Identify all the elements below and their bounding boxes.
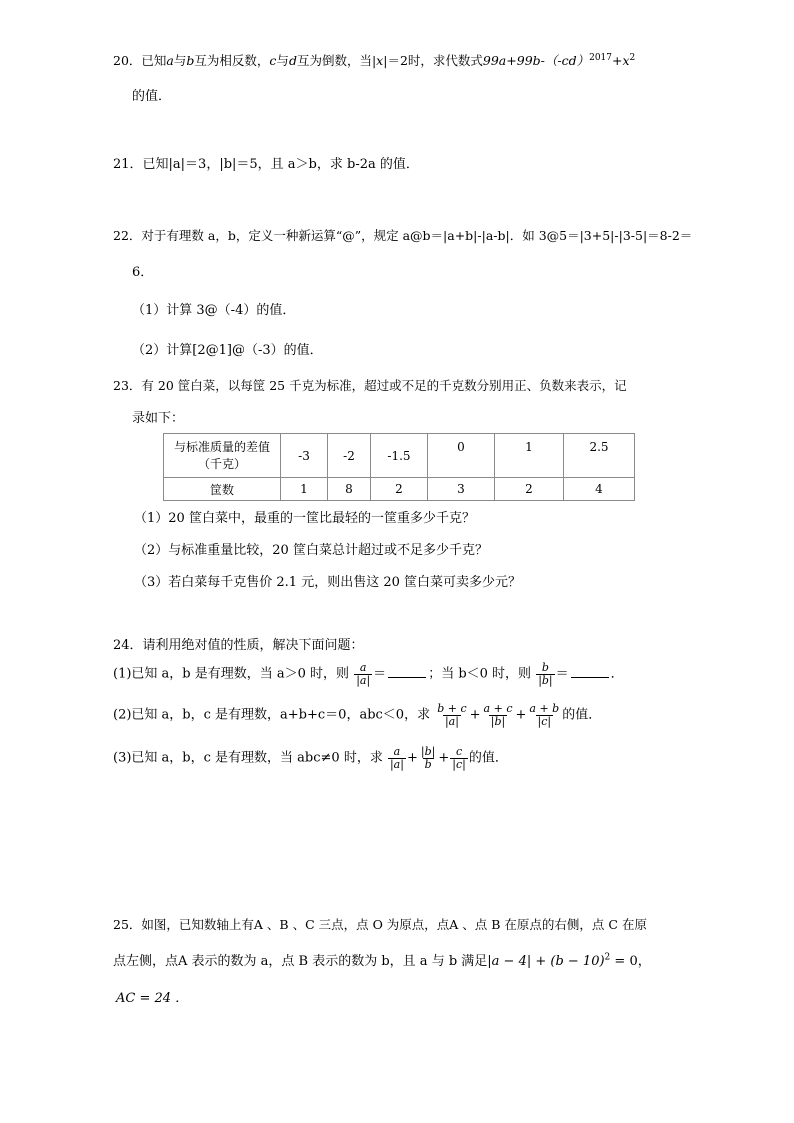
question-23-sub3: （3）若白菜每千克售价 2.1 元，则出售这 20 筐白菜可卖多少元？ xyxy=(134,575,522,590)
answer-blank[interactable] xyxy=(571,665,609,678)
table-cell: -2 xyxy=(328,434,371,478)
question-25-line1: 25．如图，已知数轴上有A 、B 、C 三点，点 O 为原点，点A 、点 B 在原点的右侧，点 C 在原 xyxy=(113,917,647,932)
answer-blank[interactable] xyxy=(388,665,426,678)
fraction-bc-over-abs-a: $\frac{b + c}{|a|}$ xyxy=(437,702,467,728)
question-24-part3: (3)已知 a，b，c 是有理数，当 abc≠0 时，求 $\frac{a}{|a|}$ + $\frac{|b|}{b}$ + $\frac{c}{|c|}$ 的值． xyxy=(113,745,508,771)
fraction-ab-over-abs-c: $\frac{a + b}{|c|}$ xyxy=(529,702,560,728)
question-22-sub1: （1）计算 3@（-4）的值． xyxy=(132,303,296,318)
table-cell: 1 xyxy=(495,434,564,478)
question-24-intro: 24．请利用绝对值的性质，解决下面问题： xyxy=(113,638,364,653)
table-cell: 4 xyxy=(564,478,635,501)
question-23-line2: 录如下： xyxy=(132,411,185,426)
fraction-a-over-abs-a: $\frac{a}{|a|}$ xyxy=(389,745,404,771)
question-21: 21．已知|a|＝3，|b|＝5，且 a＞b，求 b-2a 的值． xyxy=(113,157,419,172)
table-cell: 1 xyxy=(281,478,328,501)
question-23-sub1: （1）20 筐白菜中，最重的一筐比最轻的一筐重多少千克？ xyxy=(134,511,475,526)
table-cell: -1.5 xyxy=(371,434,428,478)
fraction-a-over-abs-a: $\frac{a}{|a|}$ xyxy=(356,661,371,687)
table-row-header: 与标准质量的差值 （千克） xyxy=(164,434,281,478)
table-cell: 8 xyxy=(328,478,371,501)
table-cell: 0 xyxy=(428,434,495,478)
question-24-part2: (2)已知 a，b，c 是有理数，a+b+c＝0，abc＜0，求 $\frac{b + c}{|a|}$ + $\frac{a + c}{|b|}$ + $\frac{a + b}{|c|}$ 的值． xyxy=(113,702,602,728)
question-24-part1: (1)已知 a，b 是有理数，当 a＞0 时，则 $\frac{a}{|a|}$ ＝ ；当 b＜0 时，则 $\frac{b}{|b|}$ ＝ ． xyxy=(113,661,624,687)
fraction-abs-b-over-b: $\frac{|b|}{b}$ xyxy=(420,745,436,771)
weight-diff-table xyxy=(163,433,635,501)
fraction-ac-over-abs-b: $\frac{a + c}{|b|}$ xyxy=(483,702,513,728)
question-22-line1: 22．对于有理数 a，b，定义一种新运算“@”，规定 a@b＝|a+b|-|a-b|．如 3@5＝|3+5|-|3-5|＝8-2＝ xyxy=(113,228,693,243)
question-22-line2: 6． xyxy=(132,265,154,280)
table-cell: 2.5 xyxy=(564,434,635,478)
table-cell: -3 xyxy=(281,434,328,478)
table-row xyxy=(164,434,635,478)
table-cell: 2 xyxy=(495,478,564,501)
fraction-c-over-abs-c: $\frac{c}{|c|}$ xyxy=(452,745,466,771)
table-cell: 2 xyxy=(371,478,428,501)
fraction-b-over-abs-b: $\frac{b}{|b|}$ xyxy=(538,661,553,687)
question-25-line3: AC = 24 ． xyxy=(116,991,189,1006)
question-22-sub2: （2）计算[2@1]@（-3）的值． xyxy=(132,343,323,358)
question-23-line1: 23．有 20 筐白菜，以每筐 25 千克为标准，超过或不足的千克数分别用正、负数来表示，记 xyxy=(113,378,627,393)
question-20-line2: 的值． xyxy=(132,89,172,104)
table-cell: 3 xyxy=(428,478,495,501)
question-20-line1: 20．已知a与b互为相反数，c与d互为倒数，当|x|＝2时，求代数式$99a+99b-(-cd)^{2017}+x^2$ xyxy=(113,52,636,68)
question-23-sub2: （2）与标准重量比较，20 筐白菜总计超过或不足多少千克？ xyxy=(134,543,488,558)
table-row-header: 筐数 xyxy=(164,478,281,501)
table-row xyxy=(164,478,635,501)
question-25-line2: 点左侧，点A 表示的数为 a，点 B 表示的数为 b，且 a 与 b 满足$|a - 4| + (b - 10)^2 = 0$， xyxy=(113,952,651,969)
